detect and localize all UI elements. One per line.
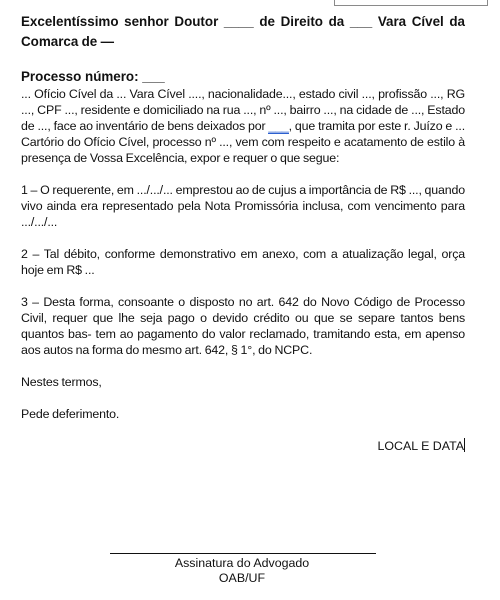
blank-link[interactable]: ___: [268, 119, 289, 133]
closing-terms: Nestes termos,: [21, 375, 102, 389]
intro-paragraph: [21, 86, 465, 166]
place-date-line: [21, 438, 465, 454]
signature-line: [110, 553, 376, 554]
page-frame-corner: [334, 0, 488, 6]
closing-request: Pede deferimento.: [21, 407, 120, 421]
signature-oab: OAB/UF: [218, 571, 266, 585]
intro-text-before: ... Ofício Cível da ... Vara Cível ...., nacionalidade..., estado civil ..., profissão ..., RG ..., CPF ..., residente e domiciliado na rua ..., nº ..., bairro ..., na cidade de ..., Estado de ..., face ao inventário de bens deixados por: [21, 87, 465, 133]
paragraph-1: 1 – O requerente, em .../.../... emprestou ao de cujus a importância de R$ ..., quando vivo ainda era representado pela Nota Promissória inclusa, com vencimento para .../.../...: [21, 183, 465, 229]
process-number: Processo número: ___: [21, 69, 165, 84]
intro-text-after: , que tramita por este r. Juízo e ... Cartório do Ofício Cível, processo nº ..., vem com respeito e acatamento de estilo à presença de Vossa Excelência, expor e requer o que segue:: [21, 119, 466, 165]
signature-name: Assinatura do Advogado: [174, 556, 310, 570]
paragraph-3: 3 – Desta forma, consoante o disposto no art. 642 do Novo Código de Processo Civil, requer que lhe seja pago o devido crédito ou que se separe tantos bens quantos bas- tem ao pagamento do valor reclamado, tramitando esta, em apenso aos autos na forma do mesmo art. 642, § 1°, do NCPC.: [21, 295, 465, 357]
paragraph-2: 2 – Tal débito, conforme demonstrativo em anexo, com a atualização legal, orça hoje em R$ ...: [21, 247, 465, 277]
document-body: [21, 12, 465, 454]
document-heading: Excelentíssimo senhor Doutor ____ de Direito da ___ Vara Cível da Comarca de —: [21, 14, 465, 49]
place-date: LOCAL E DATA: [377, 439, 464, 453]
text-cursor: [464, 438, 465, 452]
